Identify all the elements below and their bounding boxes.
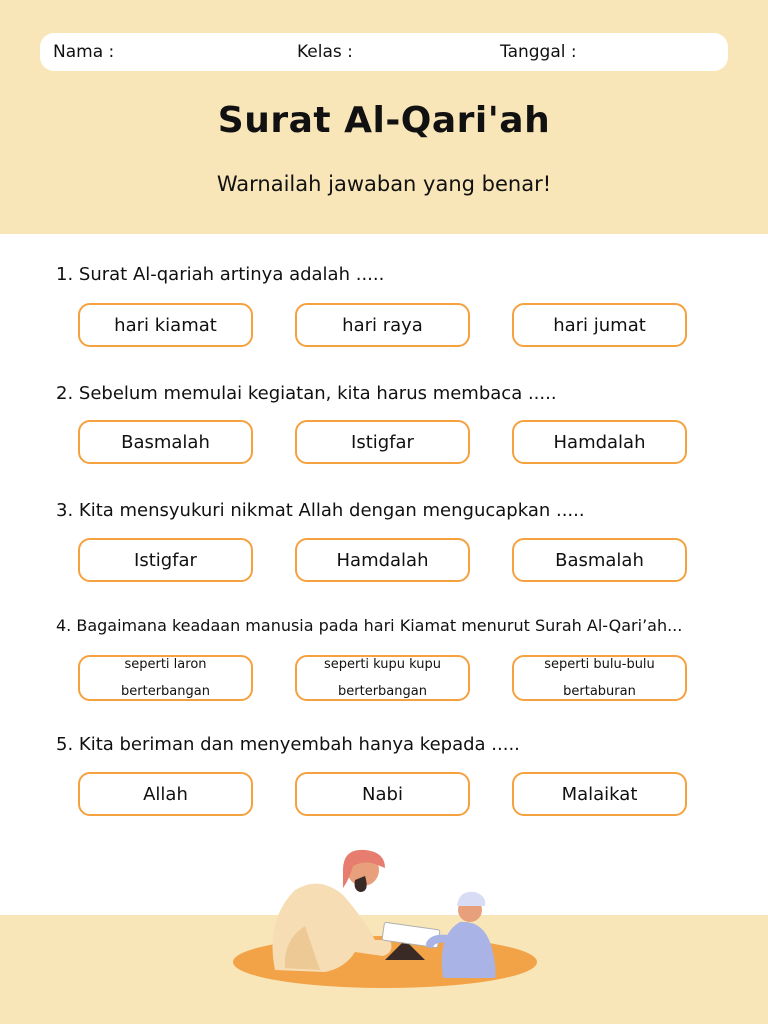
kelas-label: Kelas :: [297, 42, 353, 62]
q1-option-a[interactable]: hari kiamat: [78, 303, 253, 347]
tanggal-label: Tanggal :: [500, 42, 577, 62]
q5-option-a[interactable]: Allah: [78, 772, 253, 816]
q3-option-b[interactable]: Hamdalah: [295, 538, 470, 582]
q4-option-b[interactable]: seperti kupu kupu berterbangan: [295, 655, 470, 701]
q5-option-c[interactable]: Malaikat: [512, 772, 687, 816]
q3-option-a[interactable]: Istigfar: [78, 538, 253, 582]
question-2: 2. Sebelum memulai kegiatan, kita harus membaca .....: [56, 383, 557, 404]
q2-option-b[interactable]: Istigfar: [295, 420, 470, 464]
q3-option-c[interactable]: Basmalah: [512, 538, 687, 582]
teacher-reading-quran-to-child-icon: [225, 840, 545, 990]
question-3: 3. Kita mensyukuri nikmat Allah dengan mengucapkan .....: [56, 500, 585, 521]
q2-option-a[interactable]: Basmalah: [78, 420, 253, 464]
worksheet-title: Surat Al-Qari'ah: [217, 100, 551, 141]
question-4: 4. Bagaimana keadaan manusia pada hari Kiamat menurut Surah Al-Qari’ah...: [56, 616, 683, 635]
q4-option-c[interactable]: seperti bulu-bulu bertaburan: [512, 655, 687, 701]
q5-option-b[interactable]: Nabi: [295, 772, 470, 816]
worksheet-instruction: Warnailah jawaban yang benar!: [216, 172, 552, 196]
student-info-bar: [40, 33, 728, 71]
question-1: 1. Surat Al-qariah artinya adalah .....: [56, 264, 385, 285]
q2-option-c[interactable]: Hamdalah: [512, 420, 687, 464]
q1-option-b[interactable]: hari raya: [295, 303, 470, 347]
q1-option-c[interactable]: hari jumat: [512, 303, 687, 347]
q4-option-a[interactable]: seperti laron berterbangan: [78, 655, 253, 701]
nama-label: Nama :: [53, 42, 115, 62]
question-5: 5. Kita beriman dan menyembah hanya kepada .....: [56, 734, 520, 755]
